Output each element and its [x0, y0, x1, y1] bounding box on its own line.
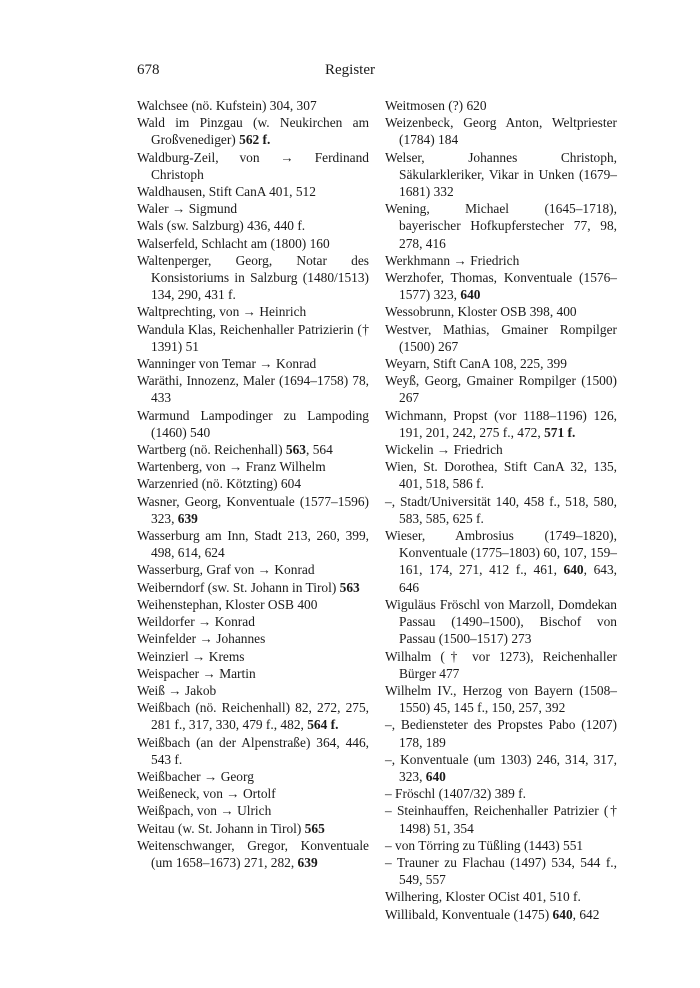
page-number: 678: [137, 62, 160, 78]
index-entry: Weißpach, von → Ulrich: [137, 803, 272, 819]
index-entry: Weildorfer → Konrad: [137, 614, 255, 630]
index-entry: Werkhmann → Friedrich: [385, 252, 520, 268]
index-entry: Wessobrunn, Kloster OSB 398, 400: [385, 304, 577, 320]
index-entry: Weitau (w. St. Johann in Tirol) 565: [137, 820, 325, 836]
index-entry: Weißbach (nö. Reichenhall) 82, 272, 275, 281 f., 317, 330, 479 f., 482, 564 f.: [137, 700, 369, 733]
index-entry: Wartberg (nö. Reichenhall) 563, 564: [137, 442, 333, 458]
index-entry: Waldburg-Zeil, von → Ferdinand Christoph: [137, 149, 369, 182]
index-entry: Willibald, Konventuale (1475) 640, 642: [385, 906, 600, 922]
index-entry: Wandula Klas, Reichenhaller Patrizierin († 1391) 51: [137, 321, 369, 354]
index-entry: Wasner, Georg, Konventuale (1577–1596) 323, 639: [137, 493, 369, 526]
index-entry: Wald im Pinzgau (w. Neukirchen am Großvenediger) 562 f.: [137, 115, 369, 148]
index-entry: Wasserburg am Inn, Stadt 213, 260, 399, 498, 614, 624: [137, 528, 369, 561]
index-column-right: [385, 97, 617, 923]
index-entry: Waler → Sigmund: [137, 201, 238, 217]
index-entry: Wasserburg, Graf von → Konrad: [137, 562, 315, 578]
index-entry: Weiß → Jakob: [137, 682, 217, 698]
index-entry: Weinfelder → Johannes: [137, 631, 266, 647]
index-column-left: [137, 97, 369, 871]
index-entry: Weitenschwanger, Gregor, Konventuale (um 1658–1673) 271, 282, 639: [137, 837, 369, 870]
running-head: Register: [325, 62, 375, 78]
index-entry: Waldhausen, Stift CanA 401, 512: [137, 184, 316, 200]
index-entry: Werzhofer, Thomas, Konventuale (1576–1577) 323, 640: [385, 270, 617, 303]
index-entry: Weitmosen (?) 620: [385, 98, 487, 113]
index-entry: Waräthi, Innozenz, Maler (1694–1758) 78, 433: [137, 373, 369, 406]
index-entry: Weiberndorf (sw. St. Johann in Tirol) 563: [137, 579, 360, 595]
index-entry: Wichmann, Propst (vor 1188–1196) 126, 191, 201, 242, 275 f., 472, 571 f.: [385, 407, 617, 440]
index-entry: Warzenried (nö. Kötzting) 604: [137, 476, 302, 492]
index-entry: – Trauner zu Flachau (1497) 534, 544 f., 549, 557: [385, 854, 617, 888]
index-entry: Wilhelm IV., Herzog von Bayern (1508–1550) 45, 145 f., 150, 257, 392: [385, 682, 617, 716]
index-entry: Wien, St. Dorothea, Stift CanA 32, 135, 401, 518, 586 f.: [385, 459, 617, 492]
index-entry: Weinzierl → Krems: [137, 648, 245, 664]
index-entry: Wiguläus Fröschl von Marzoll, Domdekan Passau (1490–1500), Bischof von Passau (1500–1517) 273: [385, 596, 617, 647]
index-entry: Wartenberg, von → Franz Wilhelm: [137, 459, 326, 475]
index-entry: Welser, Johannes Christoph, Säkularkleriker, Vikar in Unken (1679–1681) 332: [385, 149, 617, 200]
index-entry: Walchsee (nö. Kufstein) 304, 307: [137, 98, 317, 113]
index-entry: Walserfeld, Schlacht am (1800) 160: [137, 235, 330, 251]
index-entry: Weißeneck, von → Ortolf: [137, 786, 276, 802]
index-entry: Wals (sw. Salzburg) 436, 440 f.: [137, 218, 306, 234]
index-entry: Westver, Mathias, Gmainer Rompilger (1500) 267: [385, 321, 617, 354]
index-entry: Weihenstephan, Kloster OSB 400: [137, 596, 318, 612]
index-entry: – von Törring zu Tüßling (1443) 551: [385, 837, 584, 853]
index-entry: Wening, Michael (1645–1718), bayerischer Hofkupferstecher 77, 98, 278, 416: [385, 201, 617, 251]
index-entry: Weißbach (an der Alpenstraße) 364, 446, 543 f.: [137, 734, 369, 767]
index-entry: Waltenperger, Georg, Notar des Konsistoriums in Salzburg (1480/1513) 134, 290, 431 f.: [137, 252, 369, 303]
index-entry: – Fröschl (1407/32) 389 f.: [385, 786, 526, 802]
index-entry: Weyarn, Stift CanA 108, 225, 399: [385, 356, 567, 372]
index-entry: Wilhering, Kloster OCist 401, 510 f.: [385, 889, 581, 905]
index-entry: Wanninger von Temar → Konrad: [137, 356, 317, 372]
index-entry: Weispacher → Martin: [137, 665, 256, 681]
index-entry: – Steinhauffen, Reichenhaller Patrizier († 1498) 51, 354: [385, 803, 617, 836]
index-entry: Weizenbeck, Georg Anton, Weltpriester (1784) 184: [385, 115, 617, 148]
index-entry: Wickelin → Friedrich: [385, 442, 503, 458]
index-entry: Weyß, Georg, Gmainer Rompilger (1500) 267: [385, 373, 617, 406]
index-entry: Wieser, Ambrosius (1749–1820), Konventuale (1775–1803) 60, 107, 159–161, 174, 271, 412 f., 461, 640, 643, 646: [385, 528, 617, 595]
index-entry: Warmund Lampodinger zu Lampoding (1460) 540: [137, 407, 369, 440]
index-entry: Wilhalm († vor 1273), Reichenhaller Bürger 477: [385, 648, 617, 681]
index-entry: Waltprechting, von → Heinrich: [137, 304, 307, 320]
index-entry: Weißbacher → Georg: [137, 768, 254, 784]
index-entry: –, Bediensteter des Propstes Pabo (1207) 178, 189: [385, 717, 617, 750]
index-entry: –, Konventuale (um 1303) 246, 314, 317, 323, 640: [385, 751, 617, 784]
index-entry: –, Stadt/Universität 140, 458 f., 518, 580, 583, 585, 625 f.: [385, 493, 617, 526]
